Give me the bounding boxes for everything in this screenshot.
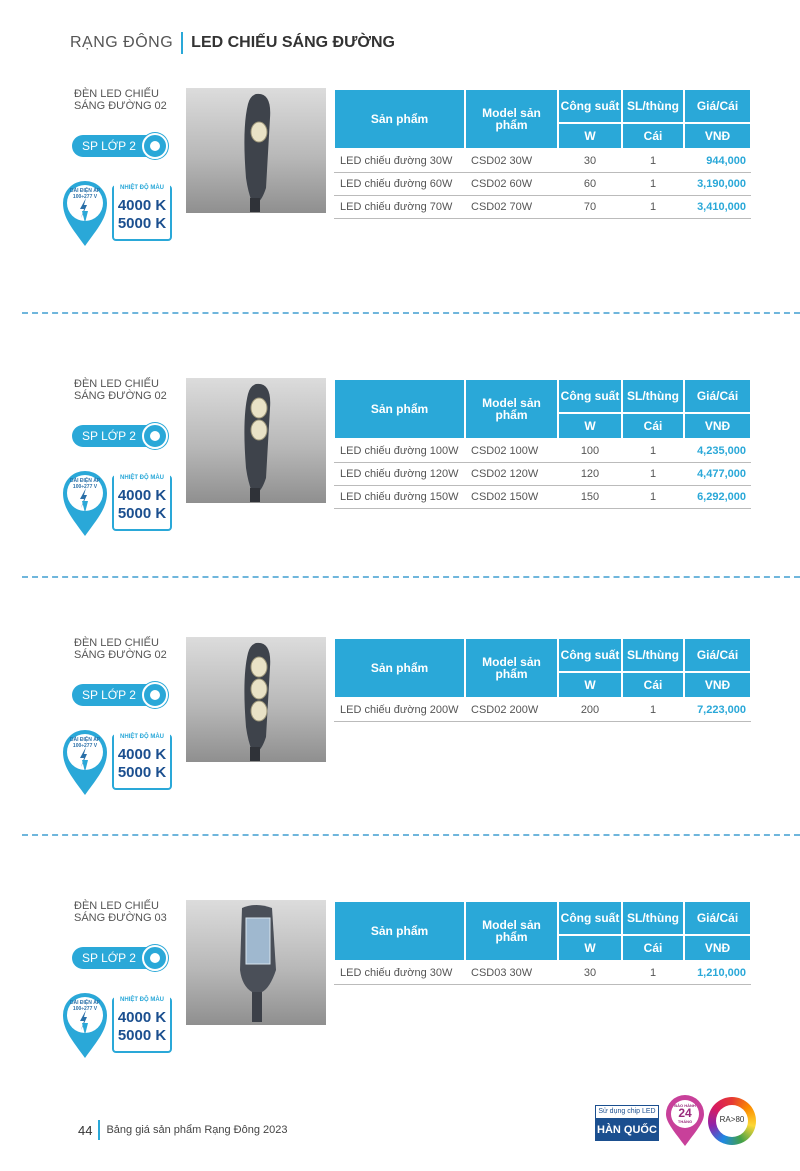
product-name: LED chiếu đường 120W xyxy=(334,462,465,485)
header-price: Giá/Cái xyxy=(684,89,751,123)
voltage-label: DẢI ĐIỆN ÁP 100÷277 V xyxy=(69,737,101,749)
header-divider xyxy=(181,32,183,54)
product-qty: 1 xyxy=(622,961,684,984)
table-row xyxy=(334,698,751,721)
page-header xyxy=(70,30,395,56)
header-product: Sản phẩm xyxy=(334,89,465,149)
voltage-badge xyxy=(60,178,110,248)
color-temp-4000: 4000 K xyxy=(117,746,167,763)
chip-badge-bottom: HÀN QUỐC xyxy=(595,1119,659,1141)
voltage-badge xyxy=(60,990,110,1060)
color-temp-label: NHIỆT ĐỘ MÀU xyxy=(114,475,170,481)
class2-label: SP LỚP 2 xyxy=(72,947,158,969)
product-qty: 1 xyxy=(622,195,684,218)
color-temp-4000: 4000 K xyxy=(117,487,167,504)
voltage-label: DẢI ĐIỆN ÁP 100÷277 V xyxy=(69,188,101,200)
product-power: 60 xyxy=(558,172,622,195)
warranty-bottom: THÁNG xyxy=(677,1119,693,1124)
header-power-unit: W xyxy=(558,935,622,961)
product-model: CSD02 60W xyxy=(465,172,558,195)
table-row xyxy=(334,172,751,195)
header-price-unit: VNĐ xyxy=(684,672,751,698)
table-row xyxy=(334,195,751,218)
product-price: 944,000 xyxy=(684,149,751,172)
header-price: Giá/Cái xyxy=(684,638,751,672)
voltage-badge xyxy=(60,468,110,538)
product-photo xyxy=(186,900,326,1025)
product-qty: 1 xyxy=(622,462,684,485)
product-qty: 1 xyxy=(622,698,684,721)
product-name: LED chiếu đường 100W xyxy=(334,439,465,462)
header-qty: SL/thùng xyxy=(622,638,684,672)
product-model: CSD02 120W xyxy=(465,462,558,485)
product-label: ĐÈN LED CHIẾU SÁNG ĐƯỜNG 02 xyxy=(74,378,167,402)
table-row xyxy=(334,439,751,462)
color-temp-4000: 4000 K xyxy=(117,1009,167,1026)
header-power-unit: W xyxy=(558,123,622,149)
header-price-unit: VNĐ xyxy=(684,413,751,439)
header-power: Công suất xyxy=(558,901,622,935)
class2-badge xyxy=(72,682,168,708)
product-power: 200 xyxy=(558,698,622,721)
header-power: Công suất xyxy=(558,638,622,672)
product-model: CSD02 30W xyxy=(465,149,558,172)
product-label: ĐÈN LED CHIẾU SÁNG ĐƯỜNG 02 xyxy=(74,88,167,112)
color-temp-badge xyxy=(112,475,172,531)
footer-text: Bảng giá sản phẩm Rạng Đông 2023 xyxy=(106,1124,288,1136)
class2-badge xyxy=(72,423,168,449)
color-temp-5000: 5000 K xyxy=(117,505,167,522)
product-price: 4,235,000 xyxy=(684,439,751,462)
header-power: Công suất xyxy=(558,379,622,413)
product-price: 6,292,000 xyxy=(684,485,751,508)
product-price: 7,223,000 xyxy=(684,698,751,721)
header-price: Giá/Cái xyxy=(684,901,751,935)
korean-chip-badge xyxy=(595,1105,659,1141)
table-row xyxy=(334,149,751,172)
voltage-badge xyxy=(60,727,110,797)
price-table xyxy=(333,900,752,985)
product-power: 70 xyxy=(558,195,622,218)
header-model: Model sản phẩm xyxy=(465,901,558,961)
product-model: CSD02 100W xyxy=(465,439,558,462)
product-qty: 1 xyxy=(622,149,684,172)
header-model: Model sản phẩm xyxy=(465,89,558,149)
page-number: 44 xyxy=(78,1122,93,1138)
product-section xyxy=(0,900,800,1070)
footer-divider xyxy=(98,1120,100,1140)
product-price: 1,210,000 xyxy=(684,961,751,984)
header-qty: SL/thùng xyxy=(622,89,684,123)
brand-name: RẠNG ĐÔNG xyxy=(70,34,174,51)
product-price: 3,410,000 xyxy=(684,195,751,218)
color-temp-5000: 5000 K xyxy=(117,764,167,781)
product-name: LED chiếu đường 200W xyxy=(334,698,465,721)
header-product: Sản phẩm xyxy=(334,379,465,439)
color-temp-label: NHIỆT ĐỘ MÀU xyxy=(114,185,170,191)
voltage-label: DẢI ĐIỆN ÁP 100÷277 V xyxy=(69,1000,101,1012)
circle-icon xyxy=(142,423,168,449)
price-table xyxy=(333,378,752,509)
color-temp-badge xyxy=(112,185,172,241)
warranty-number: 24 xyxy=(678,1106,692,1120)
product-price: 3,190,000 xyxy=(684,172,751,195)
color-temp-5000: 5000 K xyxy=(117,215,167,232)
header-qty-unit: Cái xyxy=(622,935,684,961)
table-row xyxy=(334,462,751,485)
product-price: 4,477,000 xyxy=(684,462,751,485)
product-qty: 1 xyxy=(622,485,684,508)
header-power: Công suất xyxy=(558,89,622,123)
product-model: CSD02 70W xyxy=(465,195,558,218)
header-price-unit: VNĐ xyxy=(684,123,751,149)
product-name: LED chiếu đường 30W xyxy=(334,149,465,172)
table-row xyxy=(334,961,751,984)
header-product: Sản phẩm xyxy=(334,638,465,698)
product-power: 100 xyxy=(558,439,622,462)
voltage-label: DẢI ĐIỆN ÁP 100÷277 V xyxy=(69,478,101,490)
product-model: CSD03 30W xyxy=(465,961,558,984)
product-photo xyxy=(186,637,326,762)
section-divider xyxy=(22,312,800,314)
class2-label: SP LỚP 2 xyxy=(72,425,158,447)
circle-icon xyxy=(142,133,168,159)
product-power: 120 xyxy=(558,462,622,485)
warranty-badge xyxy=(663,1094,707,1148)
circle-icon xyxy=(142,682,168,708)
product-qty: 1 xyxy=(622,439,684,462)
product-section xyxy=(0,378,800,548)
product-model: CSD02 150W xyxy=(465,485,558,508)
header-qty-unit: Cái xyxy=(622,672,684,698)
ra-badge xyxy=(708,1097,756,1145)
product-section xyxy=(0,88,800,258)
header-model: Model sản phẩm xyxy=(465,638,558,698)
product-power: 30 xyxy=(558,961,622,984)
section-divider xyxy=(22,576,800,578)
circle-icon xyxy=(142,945,168,971)
product-name: LED chiếu đường 70W xyxy=(334,195,465,218)
color-temp-badge xyxy=(112,734,172,790)
header-qty: SL/thùng xyxy=(622,901,684,935)
ra-label: RA>80 xyxy=(719,1115,745,1124)
product-label: ĐÈN LED CHIẾU SÁNG ĐƯỜNG 02 xyxy=(74,637,167,661)
header-model: Model sản phẩm xyxy=(465,379,558,439)
price-table xyxy=(333,637,752,722)
product-model: CSD02 200W xyxy=(465,698,558,721)
header-power-unit: W xyxy=(558,672,622,698)
product-section xyxy=(0,637,800,807)
header-power-unit: W xyxy=(558,413,622,439)
header-price-unit: VNĐ xyxy=(684,935,751,961)
header-product: Sản phẩm xyxy=(334,901,465,961)
product-photo xyxy=(186,378,326,503)
product-label: ĐÈN LED CHIẾU SÁNG ĐƯỜNG 03 xyxy=(74,900,167,924)
class2-badge xyxy=(72,133,168,159)
product-power: 30 xyxy=(558,149,622,172)
color-temp-badge xyxy=(112,997,172,1053)
product-photo xyxy=(186,88,326,213)
class2-label: SP LỚP 2 xyxy=(72,684,158,706)
product-qty: 1 xyxy=(622,172,684,195)
color-temp-5000: 5000 K xyxy=(117,1027,167,1044)
header-qty-unit: Cái xyxy=(622,413,684,439)
chip-badge-top: Sử dụng chip LED xyxy=(595,1105,659,1119)
warranty-top: BẢO HÀNH xyxy=(674,1103,696,1108)
page-title: LED CHIẾU SÁNG ĐƯỜNG xyxy=(191,34,395,51)
section-divider xyxy=(22,834,800,836)
color-temp-label: NHIỆT ĐỘ MÀU xyxy=(114,734,170,740)
header-qty-unit: Cái xyxy=(622,123,684,149)
color-temp-4000: 4000 K xyxy=(117,197,167,214)
product-name: LED chiếu đường 30W xyxy=(334,961,465,984)
page-footer xyxy=(78,1118,288,1142)
class2-badge xyxy=(72,945,168,971)
product-name: LED chiếu đường 60W xyxy=(334,172,465,195)
product-power: 150 xyxy=(558,485,622,508)
table-row xyxy=(334,485,751,508)
product-name: LED chiếu đường 150W xyxy=(334,485,465,508)
color-temp-label: NHIỆT ĐỘ MÀU xyxy=(114,997,170,1003)
header-qty: SL/thùng xyxy=(622,379,684,413)
header-price: Giá/Cái xyxy=(684,379,751,413)
class2-label: SP LỚP 2 xyxy=(72,135,158,157)
price-table xyxy=(333,88,752,219)
